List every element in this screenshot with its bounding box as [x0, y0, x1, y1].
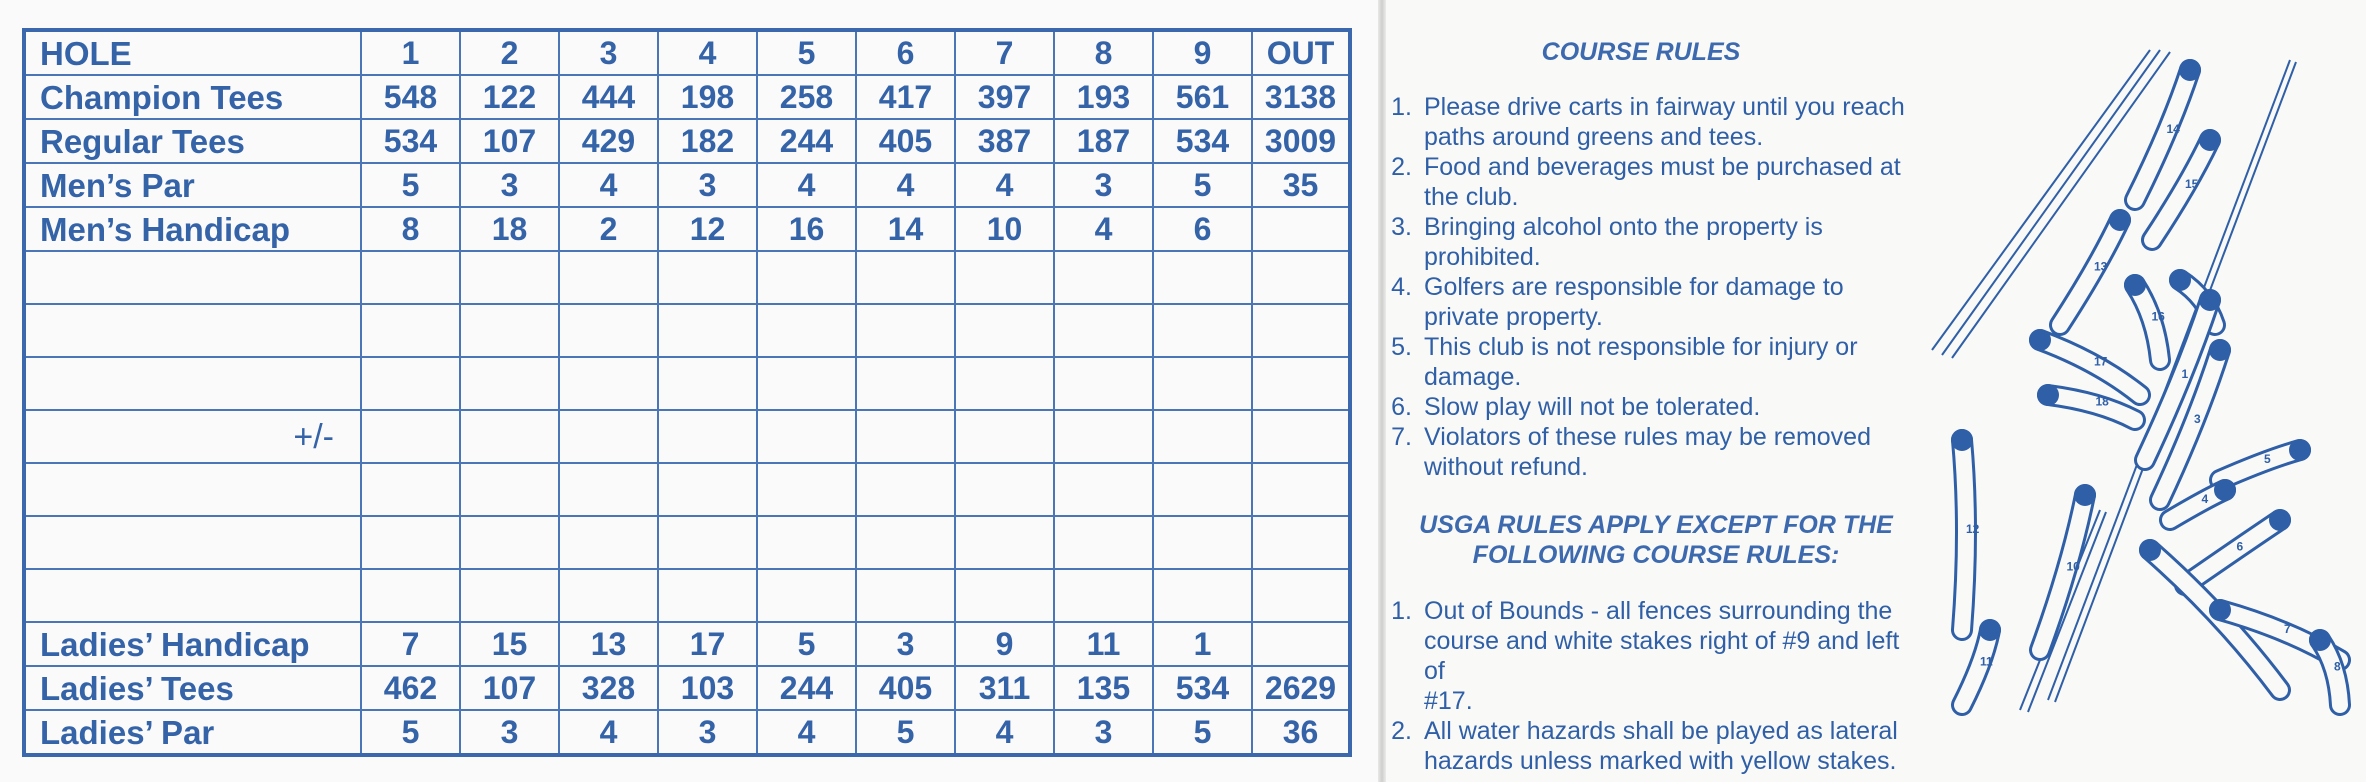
hole-green [2029, 329, 2051, 351]
score-entry-cell[interactable] [559, 357, 658, 410]
hole-number-label: 14 [2166, 122, 2180, 136]
hole-cell: 4 [856, 163, 955, 207]
rule-item [1372, 422, 1912, 482]
hole-green [2109, 209, 2131, 231]
hole-cell: 3 [460, 710, 559, 755]
score-entry-cell[interactable] [757, 516, 856, 569]
row-label: Champion Tees [24, 75, 361, 119]
score-entry-cell[interactable] [559, 516, 658, 569]
rule-line: the club. [1424, 183, 1519, 211]
rule-item [1372, 272, 1912, 332]
hole-cell: 311 [955, 666, 1054, 710]
hole-cell: 107 [460, 666, 559, 710]
hole-cell: 5 [757, 30, 856, 75]
hole-number-label: 5 [2264, 452, 2271, 466]
hole-number-label: 4 [2201, 492, 2209, 506]
hole-number-label: 13 [2094, 259, 2108, 274]
hole-cell: 3 [1054, 163, 1153, 207]
rule-line: without refund. [1424, 453, 1588, 481]
hole-cell: 4 [559, 710, 658, 755]
hole-cell: 135 [1054, 666, 1153, 710]
hole-cell: 3 [460, 163, 559, 207]
rule-line: course and white stakes right of #9 and left of [1424, 627, 1900, 685]
hole-cell: 3 [658, 710, 757, 755]
usga-title-line2: FOLLOWING COURSE RULES: [1472, 541, 1840, 569]
hole-cell: 548 [361, 75, 460, 119]
out-total-cell: 35 [1252, 163, 1350, 207]
score-entry-cell[interactable] [955, 410, 1054, 463]
scorecard-row [24, 30, 1350, 75]
hole-cell: 2 [559, 207, 658, 251]
hole-cell: 8 [1054, 30, 1153, 75]
row-label: Ladies’ Par [24, 710, 361, 755]
rule-line: private property. [1424, 303, 1603, 331]
hole-cell: 258 [757, 75, 856, 119]
hole-green [1979, 619, 2001, 641]
rule-line: hazards unless marked with yellow stakes. [1424, 747, 1897, 775]
score-entry-row [24, 569, 1350, 622]
score-entry-cell[interactable] [1153, 357, 1252, 410]
score-entry-cell[interactable] [856, 251, 955, 304]
score-entry-cell[interactable] [460, 569, 559, 622]
score-entry-cell[interactable] [1252, 304, 1350, 357]
hole-number-label: 17 [2094, 354, 2108, 369]
hole-green [2309, 629, 2331, 651]
score-entry-cell[interactable] [361, 463, 460, 516]
score-entry-cell[interactable] [1252, 463, 1350, 516]
player-name-cell[interactable] [24, 304, 361, 357]
hole-cell: 417 [856, 75, 955, 119]
hole-cell: 4 [1054, 207, 1153, 251]
rule-number: 2. [1391, 717, 1412, 745]
score-entry-cell[interactable] [1054, 251, 1153, 304]
rule-line: Please drive carts in fairway until you reach [1424, 93, 1905, 121]
score-entry-cell[interactable] [658, 357, 757, 410]
score-entry-cell[interactable] [658, 304, 757, 357]
score-entry-cell[interactable] [361, 357, 460, 410]
score-entry-cell[interactable] [1252, 569, 1350, 622]
hole-cell: 7 [955, 30, 1054, 75]
scorecard-row [24, 119, 1350, 163]
row-label: Men’s Par [24, 163, 361, 207]
score-entry-cell[interactable] [559, 463, 658, 516]
rule-number: 7. [1391, 423, 1412, 451]
rule-text [1424, 152, 1912, 212]
score-entry-cell[interactable] [460, 516, 559, 569]
rule-line: Slow play will not be tolerated. [1424, 393, 1761, 421]
rule-text [1424, 596, 1912, 716]
scorecard-row [24, 710, 1350, 755]
rule-text [1424, 212, 1912, 272]
course-rules-list [1372, 92, 1912, 482]
rule-item [1372, 152, 1912, 212]
hole-cell: 3 [559, 30, 658, 75]
out-total-cell [1252, 622, 1350, 666]
score-entry-cell[interactable] [559, 569, 658, 622]
hole-cell: 6 [1153, 207, 1252, 251]
score-entry-cell[interactable] [559, 410, 658, 463]
hole-cell: 462 [361, 666, 460, 710]
score-entry-cell[interactable] [856, 357, 955, 410]
out-total-cell [1252, 207, 1350, 251]
score-entry-cell[interactable] [1153, 251, 1252, 304]
hole-number-label: 11 [1980, 654, 1993, 669]
rule-text [1424, 716, 1912, 776]
hole-cell: 5 [1153, 163, 1252, 207]
rule-line: prohibited. [1424, 243, 1541, 271]
hole-cell: 397 [955, 75, 1054, 119]
score-entry-cell[interactable] [955, 304, 1054, 357]
score-entry-cell[interactable] [856, 410, 955, 463]
hole-number-label: 15 [2185, 177, 2199, 191]
score-entry-cell[interactable] [955, 251, 1054, 304]
rule-item [1372, 332, 1912, 392]
scorecard-row [24, 207, 1350, 251]
hole-number-label: 16 [2151, 309, 2165, 324]
score-entry-cell[interactable] [361, 410, 460, 463]
hole-number-label: 2 [2201, 289, 2209, 304]
hole-number-label: 18 [2095, 394, 2109, 409]
scorecard-row [24, 163, 1350, 207]
out-total-cell: 3009 [1252, 119, 1350, 163]
hole-cell: 17 [658, 622, 757, 666]
scorecard-row [24, 666, 1350, 710]
hole-cell: 405 [856, 666, 955, 710]
player-name-cell[interactable] [24, 357, 361, 410]
hole-cell: 12 [658, 207, 757, 251]
rule-line: damage. [1424, 363, 1522, 391]
score-entry-cell[interactable] [559, 251, 658, 304]
player-name-cell[interactable] [24, 569, 361, 622]
hole-cell: 444 [559, 75, 658, 119]
hole-green [2074, 484, 2096, 506]
rule-item [1372, 596, 1912, 716]
hole-cell: 107 [460, 119, 559, 163]
hole-cell: 1 [1153, 622, 1252, 666]
score-entry-cell[interactable] [856, 516, 955, 569]
hole-cell: 5 [1153, 710, 1252, 755]
hole-cell: 16 [757, 207, 856, 251]
rule-line: Bringing alcohol onto the property is [1424, 213, 1823, 241]
hole-cell: 534 [361, 119, 460, 163]
rule-line: All water hazards shall be played as lateral [1424, 717, 1898, 745]
course-rules-title: COURSE RULES [1541, 38, 1741, 66]
hole-cell: 561 [1153, 75, 1252, 119]
rule-number: 1. [1391, 597, 1412, 625]
hole-number-label: 3 [2194, 412, 2201, 426]
score-entry-cell[interactable] [1054, 516, 1153, 569]
hole-green [2139, 539, 2161, 561]
hole-cell: 244 [757, 119, 856, 163]
hole-cell: 10 [955, 207, 1054, 251]
hole-number-label: 7 [2284, 622, 2291, 636]
hole-green [2037, 384, 2059, 406]
hole-number-label: 1 [2181, 367, 2189, 381]
score-entry-cell[interactable] [1054, 569, 1153, 622]
scorecard-row [24, 622, 1350, 666]
rule-number: 1. [1391, 93, 1412, 121]
score-entry-cell[interactable] [658, 251, 757, 304]
score-entry-cell[interactable] [658, 569, 757, 622]
score-entry-cell[interactable] [757, 357, 856, 410]
score-entry-cell[interactable] [460, 463, 559, 516]
rule-line: Golfers are responsible for damage to [1424, 273, 1844, 301]
hole-cell: 122 [460, 75, 559, 119]
hole-cell: 405 [856, 119, 955, 163]
scorecard-table [22, 28, 1352, 757]
score-entry-cell[interactable] [856, 569, 955, 622]
score-entry-cell[interactable] [1054, 357, 1153, 410]
score-entry-cell[interactable] [1252, 410, 1350, 463]
score-entry-row [24, 463, 1350, 516]
player-name-cell[interactable] [24, 516, 361, 569]
usga-title-line1: USGA RULES APPLY EXCEPT FOR THE [1419, 511, 1893, 539]
rule-item [1372, 392, 1912, 422]
rule-line: This club is not responsible for injury or [1424, 333, 1858, 361]
score-entry-cell[interactable] [1153, 463, 1252, 516]
row-label: HOLE [24, 30, 361, 75]
rule-number: 5. [1391, 333, 1412, 361]
score-entry-cell[interactable] [1153, 516, 1252, 569]
score-entry-cell[interactable] [1153, 410, 1252, 463]
score-entry-cell[interactable] [1054, 463, 1153, 516]
hole-cell: 244 [757, 666, 856, 710]
hole-cell: 9 [955, 622, 1054, 666]
hole-cell: 534 [1153, 666, 1252, 710]
hole-cell: 4 [757, 163, 856, 207]
hole-cell: 13 [559, 622, 658, 666]
hole-cell: 9 [1153, 30, 1252, 75]
score-entry-cell[interactable] [460, 357, 559, 410]
score-entry-cell[interactable] [1054, 410, 1153, 463]
rule-text [1424, 92, 1912, 152]
hole-fairway [2060, 220, 2120, 325]
hole-cell: 429 [559, 119, 658, 163]
score-entry-cell[interactable] [1252, 251, 1350, 304]
row-label: Ladies’ Tees [24, 666, 361, 710]
score-entry-cell[interactable] [658, 410, 757, 463]
rule-line: Food and beverages must be purchased at [1424, 153, 1901, 181]
hole-cell: 5 [757, 622, 856, 666]
hole-cell: 2 [460, 30, 559, 75]
rule-number: 4. [1391, 273, 1412, 301]
score-entry-row [24, 304, 1350, 357]
hole-green [2289, 439, 2311, 461]
hole-green [2199, 129, 2221, 151]
hole-cell: 3 [658, 163, 757, 207]
player-name-cell[interactable] [24, 251, 361, 304]
score-entry-cell[interactable] [955, 569, 1054, 622]
hole-cell: 5 [361, 710, 460, 755]
rule-number: 2. [1391, 153, 1412, 181]
hole-cell: 14 [856, 207, 955, 251]
hole-cell: 4 [658, 30, 757, 75]
score-entry-row [24, 410, 1350, 463]
usga-rules-title [1386, 510, 1926, 570]
rule-number: 3. [1391, 213, 1412, 241]
usga-rules-list [1372, 596, 1912, 776]
score-entry-cell[interactable] [460, 410, 559, 463]
hole-cell: 4 [955, 710, 1054, 755]
rule-line: #17. [1424, 687, 1473, 715]
hole-number-label: 9 [2219, 607, 2226, 621]
row-label: Regular Tees [24, 119, 361, 163]
rule-item [1372, 92, 1912, 152]
score-entry-cell[interactable] [856, 304, 955, 357]
hole-cell: 3 [1054, 710, 1153, 755]
hole-cell: 182 [658, 119, 757, 163]
rule-number: 6. [1391, 393, 1412, 421]
hole-cell: 11 [1054, 622, 1153, 666]
hole-cell: 387 [955, 119, 1054, 163]
score-entry-cell[interactable] [1054, 304, 1153, 357]
out-total-cell: 2629 [1252, 666, 1350, 710]
rule-line: Out of Bounds - all fences surrounding the [1424, 597, 1893, 625]
score-entry-cell[interactable] [955, 516, 1054, 569]
hole-cell: 187 [1054, 119, 1153, 163]
hole-green [2209, 339, 2231, 361]
hole-cell: 7 [361, 622, 460, 666]
score-entry-cell[interactable] [757, 251, 856, 304]
hole-cell: 4 [955, 163, 1054, 207]
score-entry-row [24, 251, 1350, 304]
out-total-cell: 36 [1252, 710, 1350, 755]
hole-cell: 1 [361, 30, 460, 75]
score-entry-cell[interactable] [361, 251, 460, 304]
hole-green [2179, 59, 2201, 81]
score-entry-cell[interactable] [460, 251, 559, 304]
score-entry-cell[interactable] [559, 304, 658, 357]
hole-cell: 6 [856, 30, 955, 75]
score-entry-cell[interactable] [658, 516, 757, 569]
score-entry-cell[interactable] [856, 463, 955, 516]
player-name-cell[interactable] [24, 463, 361, 516]
hole-cell: 103 [658, 666, 757, 710]
hole-cell: 328 [559, 666, 658, 710]
rule-line: Violators of these rules may be removed [1424, 423, 1871, 451]
hole-cell: 198 [658, 75, 757, 119]
out-total-cell: 3138 [1252, 75, 1350, 119]
hole-cell: 18 [460, 207, 559, 251]
score-entry-cell[interactable] [361, 569, 460, 622]
rule-text [1424, 422, 1912, 482]
score-entry-cell[interactable] [757, 463, 856, 516]
hole-green [1951, 429, 1973, 451]
hole-green [2269, 509, 2291, 531]
score-entry-cell[interactable] [1252, 516, 1350, 569]
rule-text [1424, 392, 1912, 422]
score-entry-cell[interactable] [955, 357, 1054, 410]
rule-text [1424, 272, 1912, 332]
out-total-cell: OUT [1252, 30, 1350, 75]
hole-green [2214, 479, 2236, 501]
hole-cell: 193 [1054, 75, 1153, 119]
hole-cell: 5 [856, 710, 955, 755]
rule-item [1372, 212, 1912, 272]
score-entry-cell[interactable] [955, 463, 1054, 516]
score-entry-cell[interactable] [757, 410, 856, 463]
hole-number-label: 6 [2236, 539, 2244, 554]
score-entry-row [24, 516, 1350, 569]
hole-fairway [2185, 520, 2280, 585]
score-entry-row [24, 357, 1350, 410]
rule-line: paths around greens and tees. [1424, 123, 1764, 151]
score-entry-cell[interactable] [757, 304, 856, 357]
row-label: Men’s Handicap [24, 207, 361, 251]
road-line [1932, 50, 2150, 350]
row-label: Ladies’ Handicap [24, 622, 361, 666]
hole-cell: 4 [559, 163, 658, 207]
hole-cell: 5 [361, 163, 460, 207]
score-entry-cell[interactable] [1252, 357, 1350, 410]
hole-green [2124, 274, 2146, 296]
course-map [1920, 40, 2366, 740]
scorecard-row [24, 75, 1350, 119]
hole-cell: 534 [1153, 119, 1252, 163]
hole-number-label: 12 [1966, 522, 1980, 536]
score-entry-cell[interactable] [658, 463, 757, 516]
score-entry-cell[interactable] [460, 304, 559, 357]
plus-minus-label: +/- [24, 410, 361, 463]
hole-number-label: 8 [2334, 659, 2341, 674]
hole-cell: 4 [757, 710, 856, 755]
score-entry-cell[interactable] [757, 569, 856, 622]
hole-number-label: 10 [2066, 559, 2080, 574]
rule-text [1424, 332, 1912, 392]
hole-cell: 8 [361, 207, 460, 251]
score-entry-cell[interactable] [361, 304, 460, 357]
hole-green [2169, 269, 2191, 291]
score-entry-cell[interactable] [361, 516, 460, 569]
hole-cell: 3 [856, 622, 955, 666]
score-entry-cell[interactable] [1153, 304, 1252, 357]
score-entry-cell[interactable] [1153, 569, 1252, 622]
rule-item [1372, 716, 1912, 776]
hole-cell: 15 [460, 622, 559, 666]
